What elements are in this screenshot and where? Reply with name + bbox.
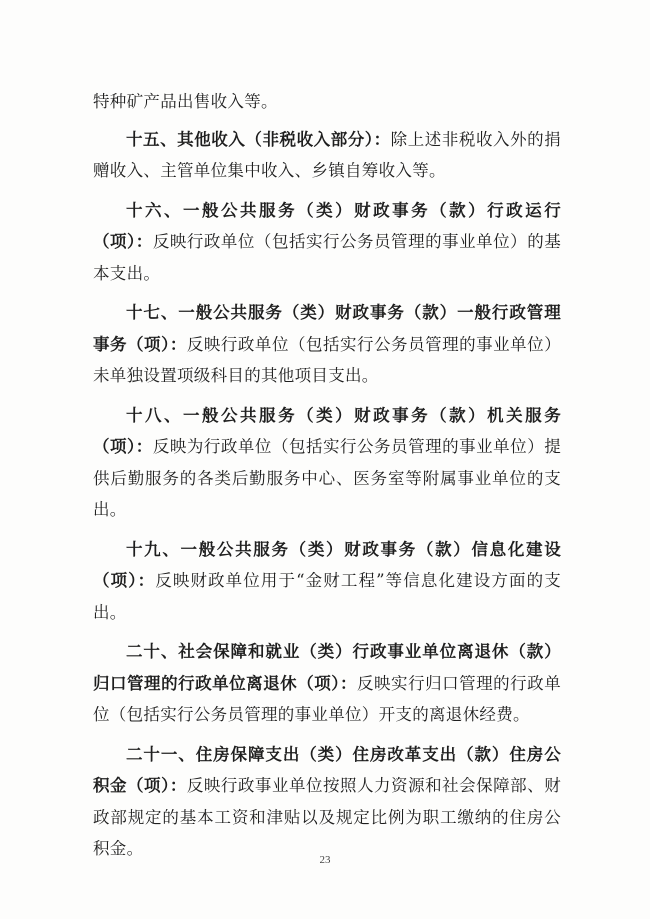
paragraph-text: 特种矿产品出售收入等。 <box>93 92 278 111</box>
paragraph-1 <box>93 124 561 187</box>
paragraph-text: 反映行政单位（包括实行公务员管理的事业单位）的基本支出。 <box>93 232 562 283</box>
paragraph-4 <box>93 400 561 526</box>
paragraph-5 <box>93 534 561 629</box>
paragraph-lead: 十五、其他收入（非税收入部分）： <box>126 129 391 149</box>
paragraph-text: 反映行政事业单位按照人力资源和社会保障部、财政部规定的基本工资和津贴以及规定比例为职工缴纳的住房公积金。 <box>93 776 561 858</box>
paragraph-text: 除上述非税收入外的捐赠收入、主管单位集中收入、乡镇自筹收入等。 <box>93 129 561 180</box>
paragraph-lead: 二十一、住房保障支出（类）住房改革支出（款）住房公积金（项）： <box>93 744 561 795</box>
page-number: 23 <box>319 854 331 866</box>
paragraph-lead: 十九、一般公共服务（类）财政事务（款）信息化建设（项）： <box>93 539 561 590</box>
paragraph-lead: 十七、一般公共服务（类）财政事务（款）一般行政管理事务（项）： <box>93 303 561 354</box>
paragraph-2 <box>93 195 561 290</box>
paragraph-text: 反映行政单位（包括实行公务员管理的事业单位）未单独设置项级科目的其他项目支出。 <box>93 334 561 385</box>
paragraph-text: 反映为行政单位（包括实行公务员管理的事业单位）提供后勤服务的各类后勤服务中心、医务室等附属事业单位的支出。 <box>93 437 562 519</box>
paragraph-text: 反映实行归口管理的行政单位（包括实行公务员管理的事业单位）开支的离退休经费。 <box>93 673 561 724</box>
paragraph-text: 反映财政单位用于“金财工程”等信息化建设方面的支出。 <box>93 571 562 622</box>
paragraph-lead: 十八、一般公共服务（类）财政事务（款）机关服务（项）： <box>93 405 561 456</box>
paragraph-lead: 十六、一般公共服务（类）财政事务（款）行政运行（项）： <box>93 200 561 251</box>
paragraph-lead: 二十、社会保障和就业（类）行政事业单位离退休（款）归口管理的行政单位离退休（项）： <box>93 642 561 693</box>
paragraph-6 <box>93 636 561 731</box>
paragraph-3 <box>93 297 561 392</box>
document-body <box>93 86 561 873</box>
paragraph-7 <box>93 739 561 865</box>
paragraph-0 <box>93 86 561 118</box>
